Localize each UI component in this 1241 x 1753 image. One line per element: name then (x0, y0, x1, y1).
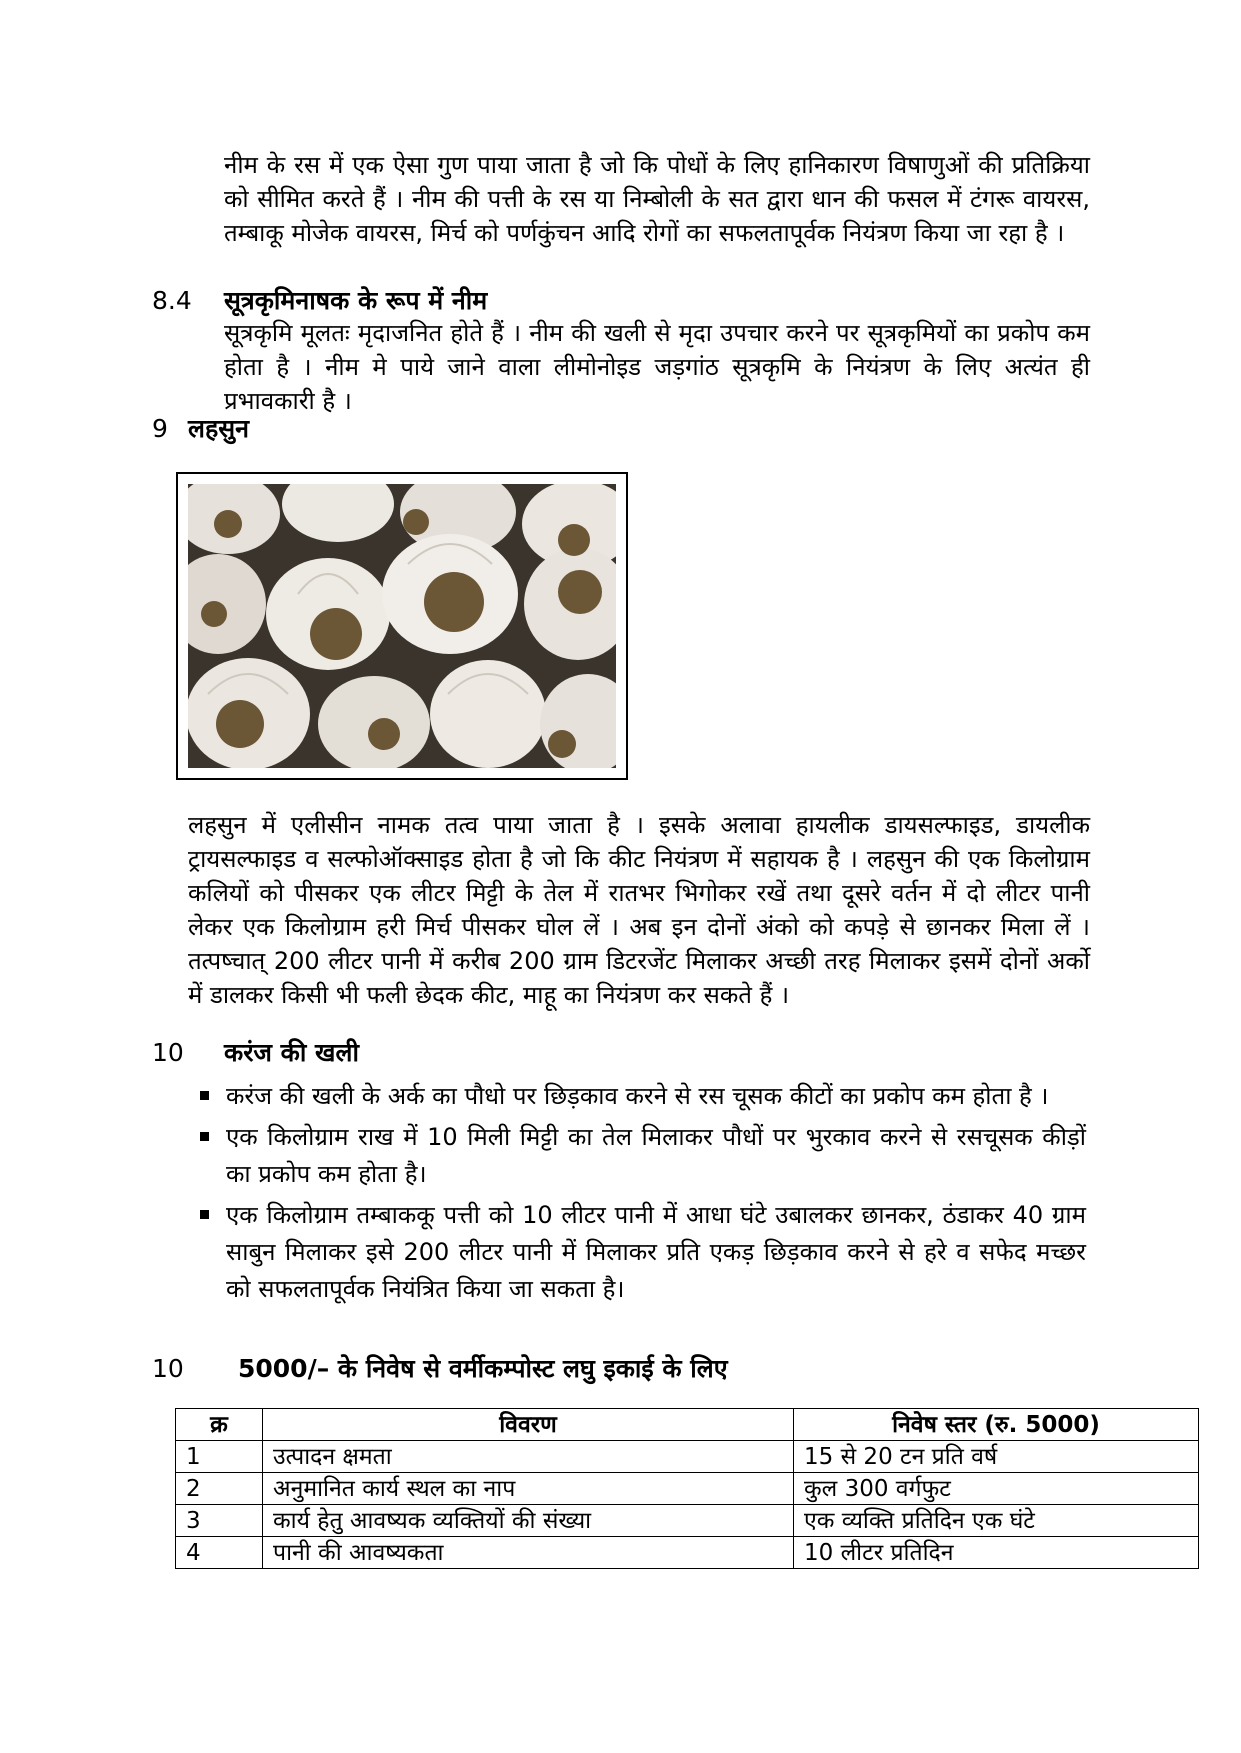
table-cell: अनुमानित कार्य स्थल का नाप (263, 1473, 794, 1505)
section-title: 5000/– के निवेष से वर्मीकम्पोस्ट लघु इकाई के लिए (238, 1354, 728, 1383)
table-row (176, 1473, 1199, 1505)
bullet-square-icon (200, 1132, 209, 1141)
bullet-square-icon (200, 1091, 209, 1100)
section-number: 10 (152, 1354, 184, 1383)
section-title: लहसुन (188, 414, 250, 443)
section-number: 9 (152, 414, 168, 443)
column-header: निवेष स्तर (रु. 5000) (794, 1409, 1199, 1441)
table-cell: पानी की आवष्यकता (263, 1537, 794, 1569)
table-row (176, 1505, 1199, 1537)
section-heading-9 (152, 412, 249, 446)
table-cell: एक व्यक्ति प्रतिदिन एक घंटे (794, 1505, 1199, 1537)
table-cell: कार्य हेतु आवष्यक व्यक्तियों की संख्या (263, 1505, 794, 1537)
paragraph-neem-virus: नीम के रस में एक ऐसा गुण पाया जाता है जो कि पोधों के लिए हानिकारण विषाणुओं की प्रतिक्रिया को सीमित करते हैं । नीम की पत्ती के रस या निम्बोली के सत द्वारा धान की फसल में टंगरू वायरस, तम्बाकू मोजेक वायरस, मिर्च को पर्णकुंचन आदि रोगों का सफलतापूर्वक नियंत्रण किया जा रहा है । (224, 151, 1090, 247)
bullet-square-icon (200, 1210, 209, 1219)
vermicompost-investment-table (175, 1408, 1199, 1569)
garlic-image (188, 484, 616, 768)
table-cell: उत्पादन क्षमता (263, 1441, 794, 1473)
table-cell: 2 (176, 1473, 263, 1505)
table-cell: कुल 300 वर्गफुट (794, 1473, 1199, 1505)
table-cell: 3 (176, 1505, 263, 1537)
table-cell: 10 लीटर प्रतिदिन (794, 1537, 1199, 1569)
section-number: 10 (152, 1038, 184, 1067)
section-heading-vermicompost (152, 1352, 728, 1386)
list-item: एक किलोग्राम तम्बाककू पत्ती को 10 लीटर पानी में आधा घंटे उबालकर छानकर, ठंडाकर 40 ग्राम साबुन मिलाकर इसे 200 लीटर पानी में मिलाकर प्रति एकड़ छिड़काव करने से हरे व सफेद मच्छर को सफलतापूर्वक नियंत्रित किया जा सकता है। (198, 1197, 1086, 1308)
table-row (176, 1537, 1199, 1569)
list-item: करंज की खली के अर्क का पौधो पर छिड़काव करने से रस चूसक कीटों का प्रकोप कम होता है । (198, 1078, 1086, 1115)
table-cell: 15 से 20 टन प्रति वर्ष (794, 1441, 1199, 1473)
section-title: करंज की खली (224, 1038, 359, 1067)
garlic-photo (176, 472, 628, 780)
section-heading-10 (152, 1036, 359, 1070)
paragraph-nematode: सूत्रकृमि मूलतः मृदाजनित होते हैं । नीम की खली से मृदा उपचार करने पर सूत्रकृमियों का प्रकोप कम होता है । नीम मे पाये जाने वाला लीमोनोइड जड़गांठ सूत्रकृमि के नियंत्रण के लिए अत्यंत ही प्रभावकारी है । (224, 319, 1090, 415)
table-header-row (176, 1409, 1199, 1441)
column-header: विवरण (263, 1409, 794, 1441)
table-cell: 1 (176, 1441, 263, 1473)
section-title: सूत्रकृमिनाषक के रूप में नीम (224, 286, 488, 315)
paragraph-garlic: लहसुन में एलीसीन नामक तत्व पाया जाता है । इसके अलावा हायलीक डायसल्फाइड, डायलीक ट्रायसल्फाइड व सल्फोऑक्साइड होता है जो कि कीट नियंत्रण में सहायक है । लहसुन की एक किलोग्राम कलियों को पीसकर एक लीटर मिट्टी के तेल में रातभर भिगोकर रखें तथा दूसरे वर्तन में दो लीटर पानी लेकर एक किलोग्राम हरी मिर्च पीसकर घोल लें । अब इन दोनों अंको को कपड़े से छानकर मिला लें । तत्पष्चात् 200 लीटर पानी में करीब 200 ग्राम डिटरजेंट मिलाकर अच्छी तरह मिलाकर इसमें दोनों अर्को में डालकर किसी भी फली छेदक कीट, माहू का नियंत्रण कर सकते हैं । (188, 811, 1090, 1009)
table-cell: 4 (176, 1537, 263, 1569)
column-header: क्र (176, 1409, 263, 1441)
section-number: 8.4 (152, 286, 192, 315)
list-item: एक किलोग्राम राख में 10 मिली मिट्टी का तेल मिलाकर पौधों पर भुरकाव करने से रसचूसक कीड़ों का प्रकोप कम होता है। (198, 1119, 1086, 1193)
table-row (176, 1441, 1199, 1473)
section-heading-8-4 (152, 284, 487, 318)
karanj-bullet-list (198, 1078, 1086, 1312)
